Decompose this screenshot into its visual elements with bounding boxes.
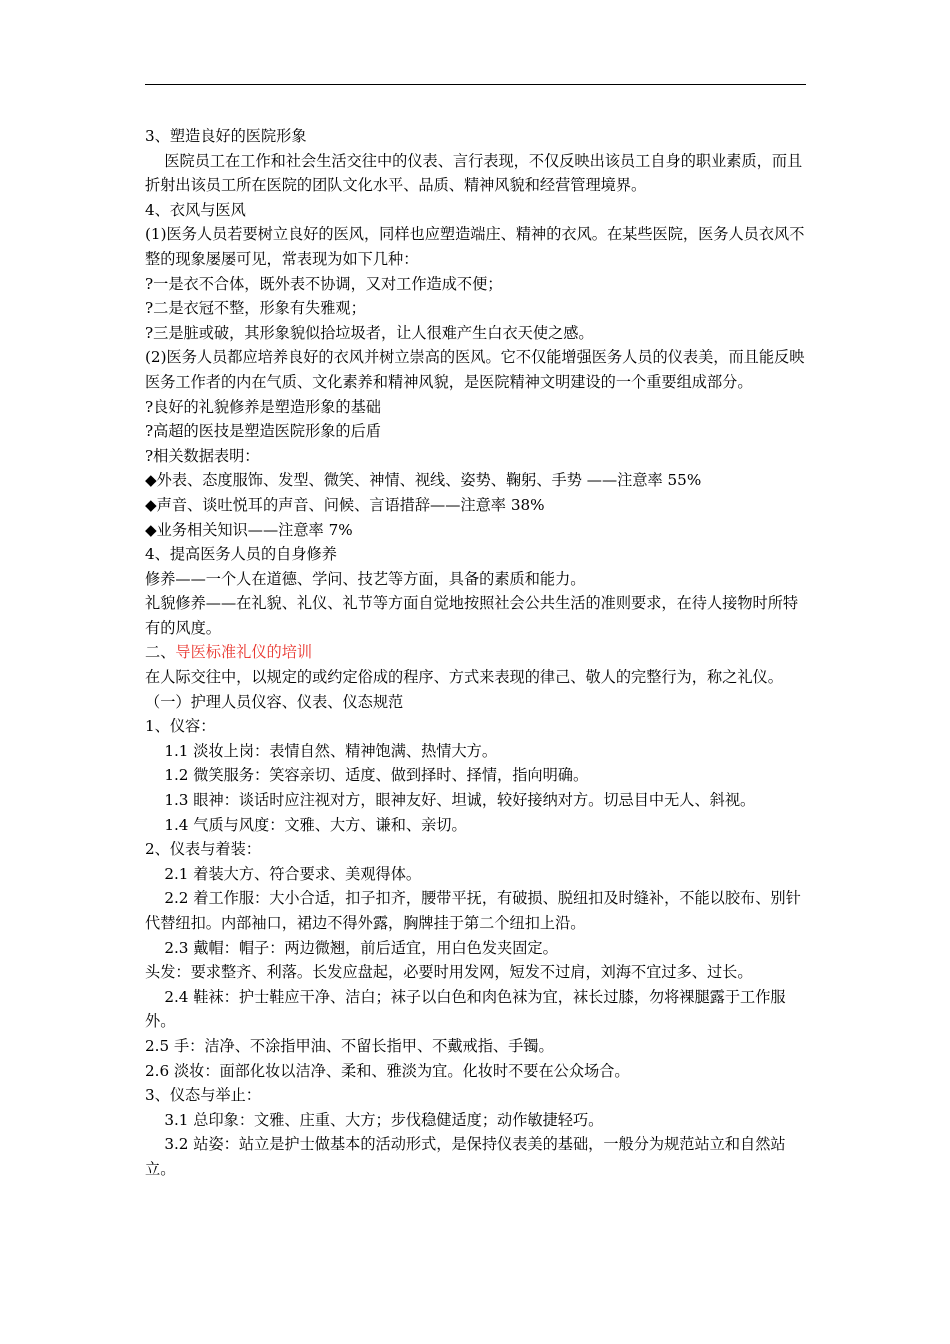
paragraph-line: ?良好的礼貌修养是塑造形象的基础 [145,397,381,416]
paragraph-line: (2)医务人员都应培养良好的衣风并树立崇高的医风。它不仅能增强医务人员的仪表美，而且能反映医务工作者的内在气质、文化素养和精神风貌，是医院精神文明建设的一个重要组成部分。 [145,348,805,391]
section-heading [145,640,811,665]
paragraph-line: （一）护理人员仪容、仪表、仪态规范 [145,692,404,711]
paragraph-line: ?一是衣不合体，既外表不协调，又对工作造成不便； [145,274,503,293]
paragraph-line: (1)医务人员若要树立良好的医风，同样也应塑造端庄、精神的衣风。在某些医院，医务人员衣风不整的现象屡屡可见，常表现为如下几种： [145,225,805,268]
paragraph-line: 1.3 眼神：谈话时应注视对方，眼神友好、坦诚，较好接纳对方。切忌目中无人、斜视。 [164,791,756,810]
paragraph-line: 3.2 站姿：站立是护士做基本的活动形式，是保持仪表美的基础，一般分为规范站立和自然站立。 [145,1135,786,1178]
section-part1 [145,124,811,640]
paragraph-line: ◆业务相关知识——注意率 7% [145,520,353,539]
paragraph-line: 3.1 总印象：文雅、庄重、大方；步伐稳健适度；动作敏捷轻巧。 [164,1110,604,1129]
paragraph-line: 3、仪态与举止： [145,1086,261,1105]
paragraph-line: 礼貌修养——在礼貌、礼仪、礼节等方面自觉地按照社会公共生活的准则要求，在待人接物时所特有的风度。 [145,594,799,637]
paragraph-line: ?三是脏或破，其形象貌似拾垃圾者，让人很难产生白衣天使之感。 [145,323,594,342]
header-rule [145,84,806,85]
paragraph-line: 2.4 鞋袜：护士鞋应干净、洁白；袜子以白色和肉色袜为宜，袜长过膝，勿将裸腿露于工作服外。 [145,987,786,1031]
paragraph-line: 2、仪表与着装： [145,840,261,859]
heading-title: 导医标准礼仪的培训 [175,643,313,662]
paragraph-line: 修养——一个人在道德、学问、技艺等方面，具备的素质和能力。 [145,569,586,588]
paragraph-line: 1、仪容： [145,717,216,736]
paragraph-line: ◆外表、态度服饰、发型、微笑、神情、视线、姿势、鞠躬、手势 ——注意率 55% [145,471,702,490]
paragraph-line: 1.2 微笑服务：笑容亲切、适度、做到择时、择情，指向明确。 [164,766,589,785]
heading-prefix: 二、 [145,643,176,662]
paragraph-line: 医院员工在工作和社会生活交往中的仪表、言行表现，不仅反映出该员工自身的职业素质，而且折射出该员工所在医院的团队文化水平、品质、精神风貌和经营管理境界。 [145,151,803,195]
paragraph-line: 1.4 气质与风度：文雅、大方、谦和、亲切。 [164,815,467,834]
paragraph-line: 4、衣风与医风 [145,200,246,219]
section-part2 [145,665,811,1181]
document-body [145,124,811,1182]
paragraph-line: ?高超的医技是塑造医院形象的后盾 [145,422,381,441]
paragraph-line: ?二是衣冠不整，形象有失雅观； [145,299,366,318]
paragraph-line: 4、提高医务人员的自身修养 [145,545,337,564]
paragraph-line: ?相关数据表明： [145,446,260,465]
paragraph-line: 2.2 着工作服：大小合适，扣子扣齐，腰带平抚，有破损、脱纽扣及时缝补，不能以胶布、别针代替纽扣。内部袖口，裙边不得外露，胸牌挂于第二个纽扣上沿。 [145,889,801,932]
paragraph-line: 头发：要求整齐、利落。长发应盘起，必要时用发网，短发不过肩，刘海不宜过多、过长。 [145,963,753,982]
paragraph-line: 3、塑造良好的医院形象 [145,127,307,145]
paragraph-line: 1.1 淡妆上岗：表情自然、精神饱满、热情大方。 [164,741,498,760]
paragraph-line: 2.5 手：洁净、不涂指甲油、不留长指甲、不戴戒指、手镯。 [145,1036,554,1055]
paragraph-line: 在人际交往中，以规定的或约定俗成的程序、方式来表现的律己、敬人的完整行为，称之礼仪。 [145,668,783,687]
paragraph-line: 2.6 淡妆：面部化妆以洁净、柔和、雅淡为宜。化妆时不要在公众场合。 [145,1061,630,1080]
paragraph-line: ◆声音、谈吐悦耳的声音、问候、言语措辞——注意率 38% [145,495,545,514]
paragraph-line: 2.3 戴帽：帽子：两边微翘，前后适宜，用白色发夹固定。 [164,938,558,957]
paragraph-line: 2.1 着装大方、符合要求、美观得体。 [164,864,422,883]
